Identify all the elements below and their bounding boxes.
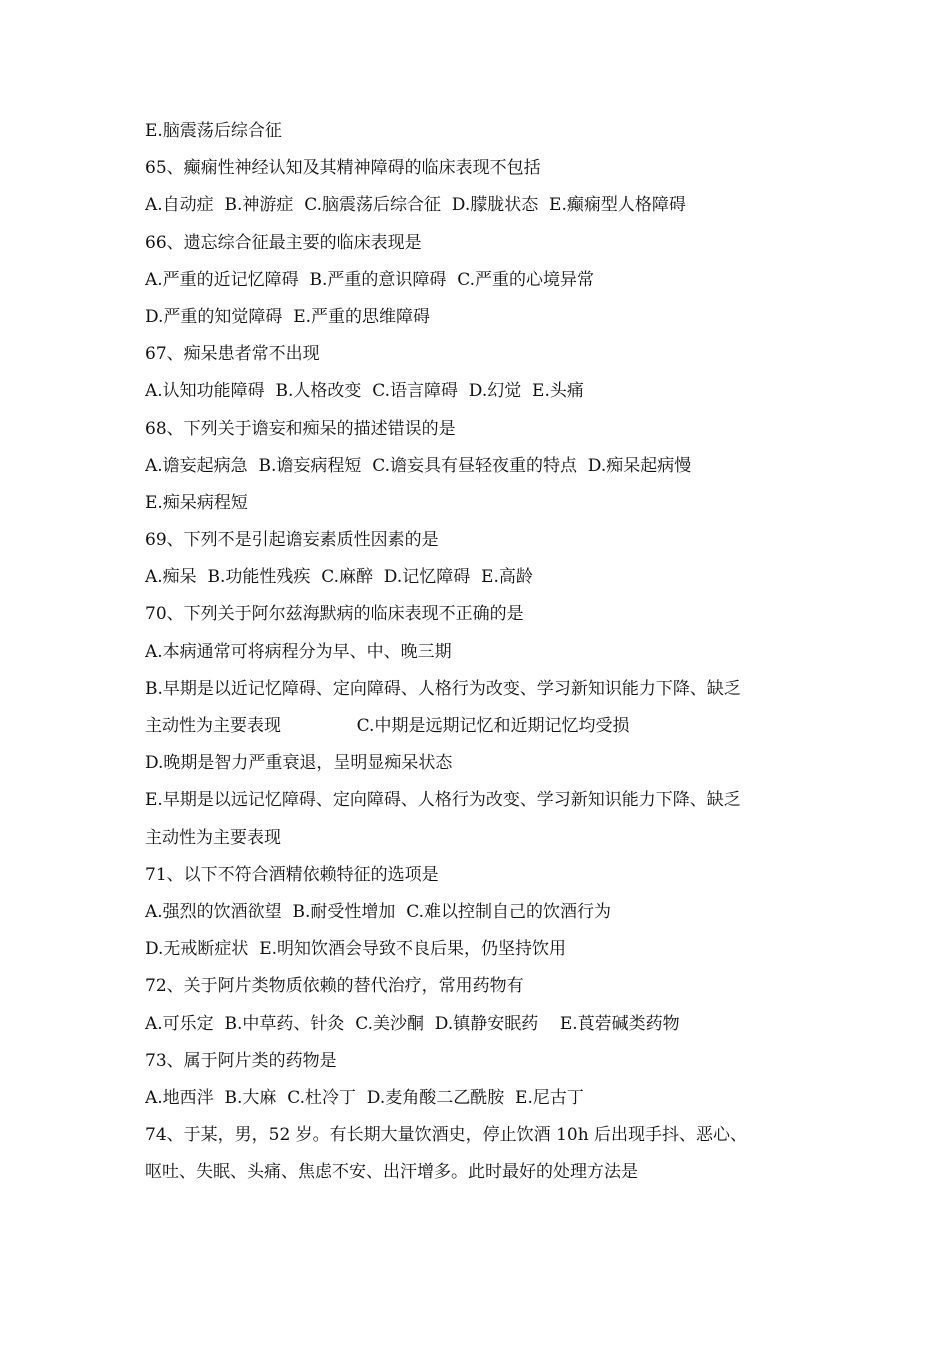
question-69-options: A.痴呆 B.功能性残疾 C.麻醉 D.记忆障碍 E.高龄 [145, 567, 533, 588]
question-70-option-b: B.早期是以近记忆障碍、定向障碍、人格行为改变、学习新知识能力下降、缺乏 [145, 678, 741, 699]
question-70-stem: 70、下列关于阿尔兹海默病的临床表现不正确的是 [145, 604, 524, 625]
question-67-stem: 67、痴呆患者常不出现 [145, 344, 320, 365]
question-74-stem: 74、于某，男，52 岁。有长期大量饮酒史，停止饮酒 10h 后出现手抖、恶心、 [145, 1125, 748, 1146]
question-68-options: A.谵妄起病急 B.谵妄病程短 C.谵妄具有昼轻夜重的特点 D.痴呆起病慢 [145, 455, 692, 476]
question-73-stem: 73、属于阿片类的药物是 [145, 1050, 337, 1071]
question-68-options-cont: E.痴呆病程短 [145, 492, 248, 513]
question-66-options: A.严重的近记忆障碍 B.严重的意识障碍 C.严重的心境异常 [145, 269, 594, 290]
question-71-stem: 71、以下不符合酒精依赖特征的选项是 [145, 864, 439, 885]
question-70-option-e-cont: 主动性为主要表现 [145, 827, 281, 848]
question-70-option-b-cont: 主动性为主要表现 C.中期是远期记忆和近期记忆均受损 [145, 716, 630, 736]
question-72-stem: 72、关于阿片类物质依赖的替代治疗，常用药物有 [145, 976, 524, 997]
question-66-options-cont: D.严重的知觉障碍 E.严重的思维障碍 [145, 306, 431, 327]
document-page [145, 113, 825, 1191]
question-69-stem: 69、下列不是引起谵妄素质性因素的是 [145, 530, 439, 551]
question-70-option-e: E.早期是以远记忆障碍、定向障碍、人格行为改变、学习新知识能力下降、缺乏 [145, 790, 741, 811]
text-line: E.脑震荡后综合征 [145, 121, 282, 141]
question-65-stem: 65、癫痫性神经认知及其精神障碍的临床表现不包括 [145, 158, 541, 179]
question-66-stem: 66、遗忘综合征最主要的临床表现是 [145, 232, 422, 253]
question-74-stem-cont: 呕吐、失眠、头痛、焦虑不安、出汗增多。此时最好的处理方法是 [145, 1162, 638, 1183]
question-71-options-cont: D.无戒断症状 E.明知饮酒会导致不良后果，仍坚持饮用 [145, 939, 567, 960]
question-67-options: A.认知功能障碍 B.人格改变 C.语言障碍 D.幻觉 E.头痛 [145, 381, 584, 402]
question-65-options: A.自动症 B.神游症 C.脑震荡后综合征 D.朦胧状态 E.癫痫型人格障碍 [145, 195, 686, 216]
question-73-options: A.地西泮 B.大麻 C.杜冷丁 D.麦角酸二乙酰胺 E.尼古丁 [145, 1087, 584, 1108]
question-71-options: A.强烈的饮酒欲望 B.耐受性增加 C.难以控制自己的饮酒行为 [145, 901, 611, 922]
question-70-option-d: D.晚期是智力严重衰退，呈明显痴呆状态 [145, 753, 453, 774]
question-68-stem: 68、下列关于谵妄和痴呆的描述错误的是 [145, 418, 456, 439]
question-70-option-a: A.本病通常可将病程分为早、中、晚三期 [145, 641, 452, 662]
question-72-options: A.可乐定 B.中草药、针灸 C.美沙酮 D.镇静安眠药 E.莨菪碱类药物 [145, 1013, 680, 1034]
